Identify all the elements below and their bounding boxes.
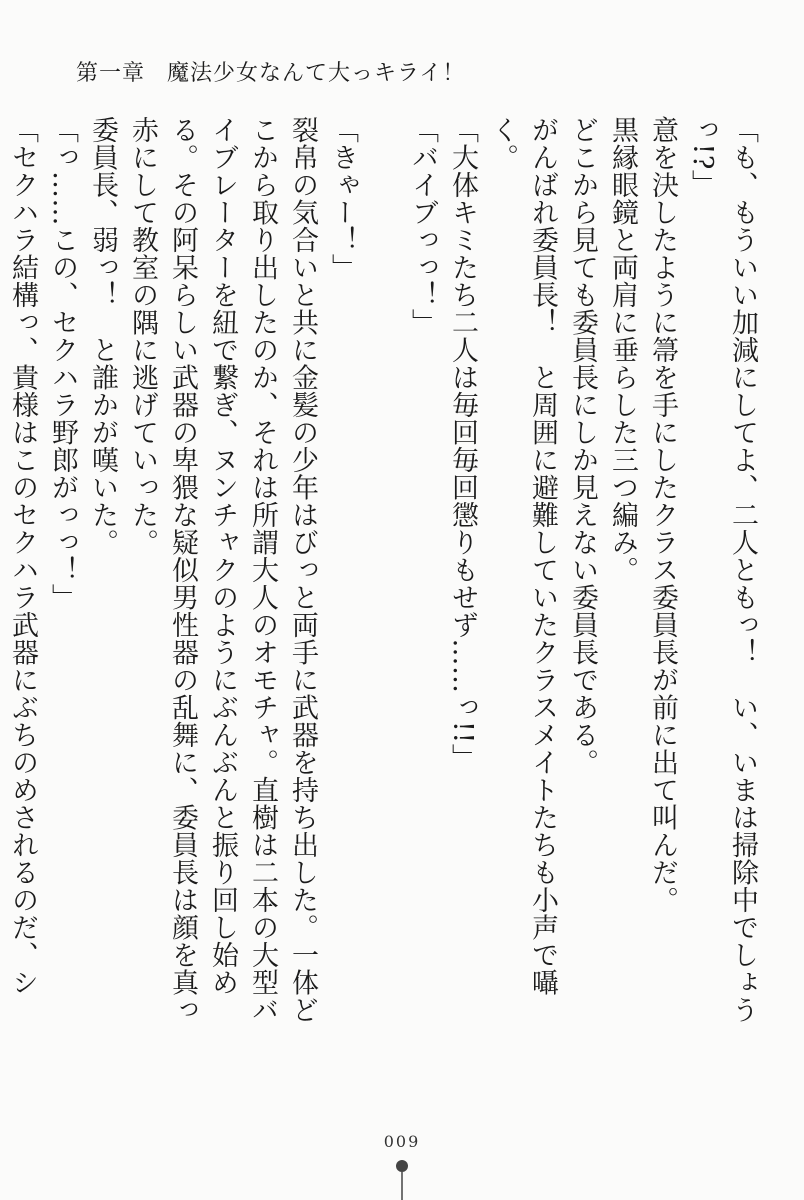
- body-text: [7, 116, 762, 1046]
- text-line: 委員長、弱っ！ と誰かが嘆いた。: [87, 116, 118, 556]
- text-line: 裂帛の気合いと共に金髪の少年はびっと両手に武器を持ち出した。一体どこから取り出したのか、それは所謂大人のオモチャ。直樹は二本の大型バイブレーターを紐で繋ぎ、ヌンチャクのようにぶんぶんと振り回し始める。その阿呆らしい武器の卑猥な疑似男性器の乱舞に、委員長は顔を真っ赤にして教室の隅に逃げていった。: [127, 116, 318, 1024]
- text-line: 「セクハラ結構っ、貴様はこのセクハラ武器にぶちのめされるのだ、シ: [7, 116, 38, 996]
- text-line: 「大体キミたち二人は毎回毎回懲りもせず……っ!!」: [447, 116, 478, 772]
- page-ornament-icon: [390, 1158, 414, 1200]
- text-line: 「きゃー！」: [327, 116, 358, 281]
- text-line: 「も、もういい加減にしてよ、二人ともっ！ い、いまは掃除中でしょうっ!?」: [687, 116, 758, 1024]
- chapter-title: 魔法少女なんて大っキライ！: [167, 61, 466, 86]
- chapter-label: 第一章: [76, 61, 146, 86]
- page-number: 009: [383, 1132, 421, 1151]
- text-line: 意を決したように箒を手にしたクラス委員長が前に出て叫んだ。: [647, 116, 678, 914]
- text-line: 黒縁眼鏡と両肩に垂らした三つ編み。: [607, 116, 638, 584]
- text-line: 「っ……この、セクハラ野郎がっっ！」: [47, 116, 78, 611]
- running-head: [76, 56, 465, 87]
- text-line: 「バイブっっ！」: [407, 116, 438, 336]
- text-line: どこから見ても委員長にしか見えない委員長である。: [567, 116, 598, 776]
- text-line: がんばれ委員長！ と周囲に避難していたクラスメイトたちも小声で囁く。: [487, 116, 558, 996]
